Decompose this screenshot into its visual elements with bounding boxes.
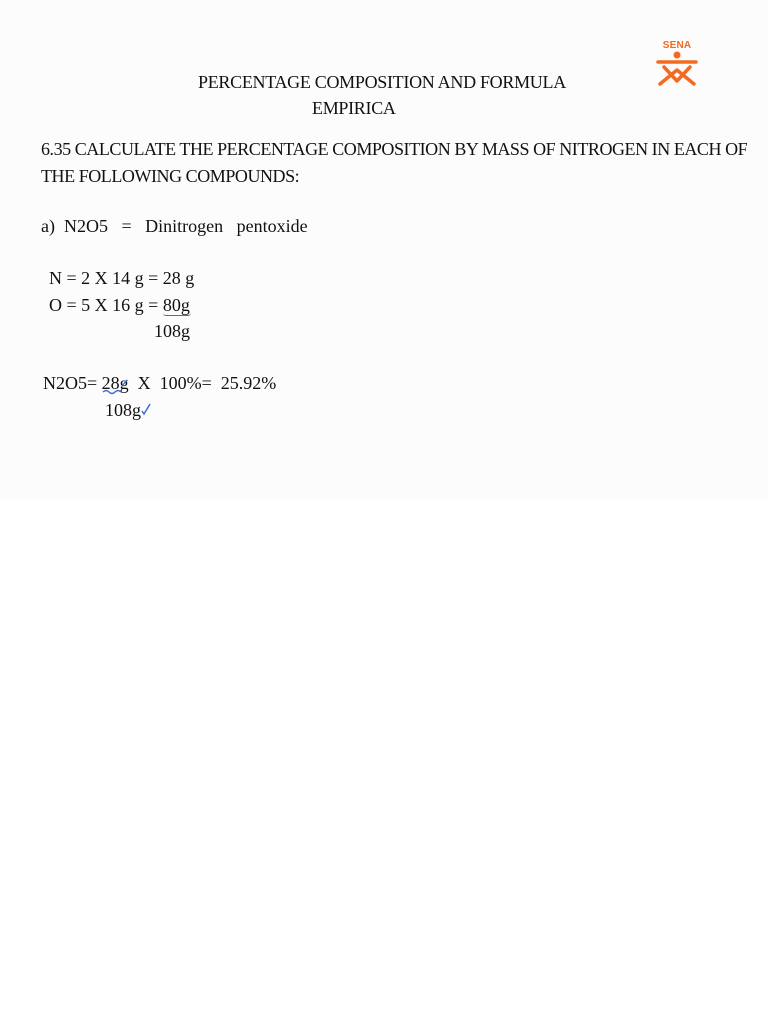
total-mass-line: 108g bbox=[154, 321, 190, 341]
percent-numerator-text: 28g bbox=[101, 373, 129, 393]
check-mark-icon bbox=[141, 402, 151, 416]
page-title-line-2: EMPIRICA bbox=[312, 98, 396, 118]
page-title-line-1: PERCENTAGE COMPOSITION AND FORMULA bbox=[198, 72, 566, 92]
sena-figure-icon bbox=[654, 51, 700, 87]
percent-denominator: 108g bbox=[105, 400, 141, 420]
percent-calc-line bbox=[43, 373, 276, 394]
percent-calc-rest: X 100%= 25.92% bbox=[128, 373, 277, 393]
question-text: 6.35 CALCULATE THE PERCENTAGE COMPOSITION BY MASS OF NITROGEN IN EACH OF THE FOLLOWING COMPOUNDS: bbox=[41, 139, 748, 186]
percent-denominator-line bbox=[105, 400, 151, 421]
part-a-label: a) N2O5 = Dinitrogen pentoxide bbox=[41, 216, 308, 236]
percent-calc-prefix: N2O5= bbox=[43, 373, 102, 393]
percent-numerator bbox=[102, 373, 129, 394]
oxygen-mass-line bbox=[49, 295, 190, 316]
squiggle-mark-icon bbox=[102, 376, 132, 398]
oxygen-mass-prefix: O = 5 X 16 g = bbox=[49, 295, 163, 315]
oxygen-mass-value: 80g bbox=[162, 295, 190, 315]
sena-logo bbox=[652, 40, 702, 88]
logo-text: SENA bbox=[662, 40, 692, 51]
nitrogen-mass-line: N = 2 X 14 g = 28 g bbox=[49, 268, 195, 288]
